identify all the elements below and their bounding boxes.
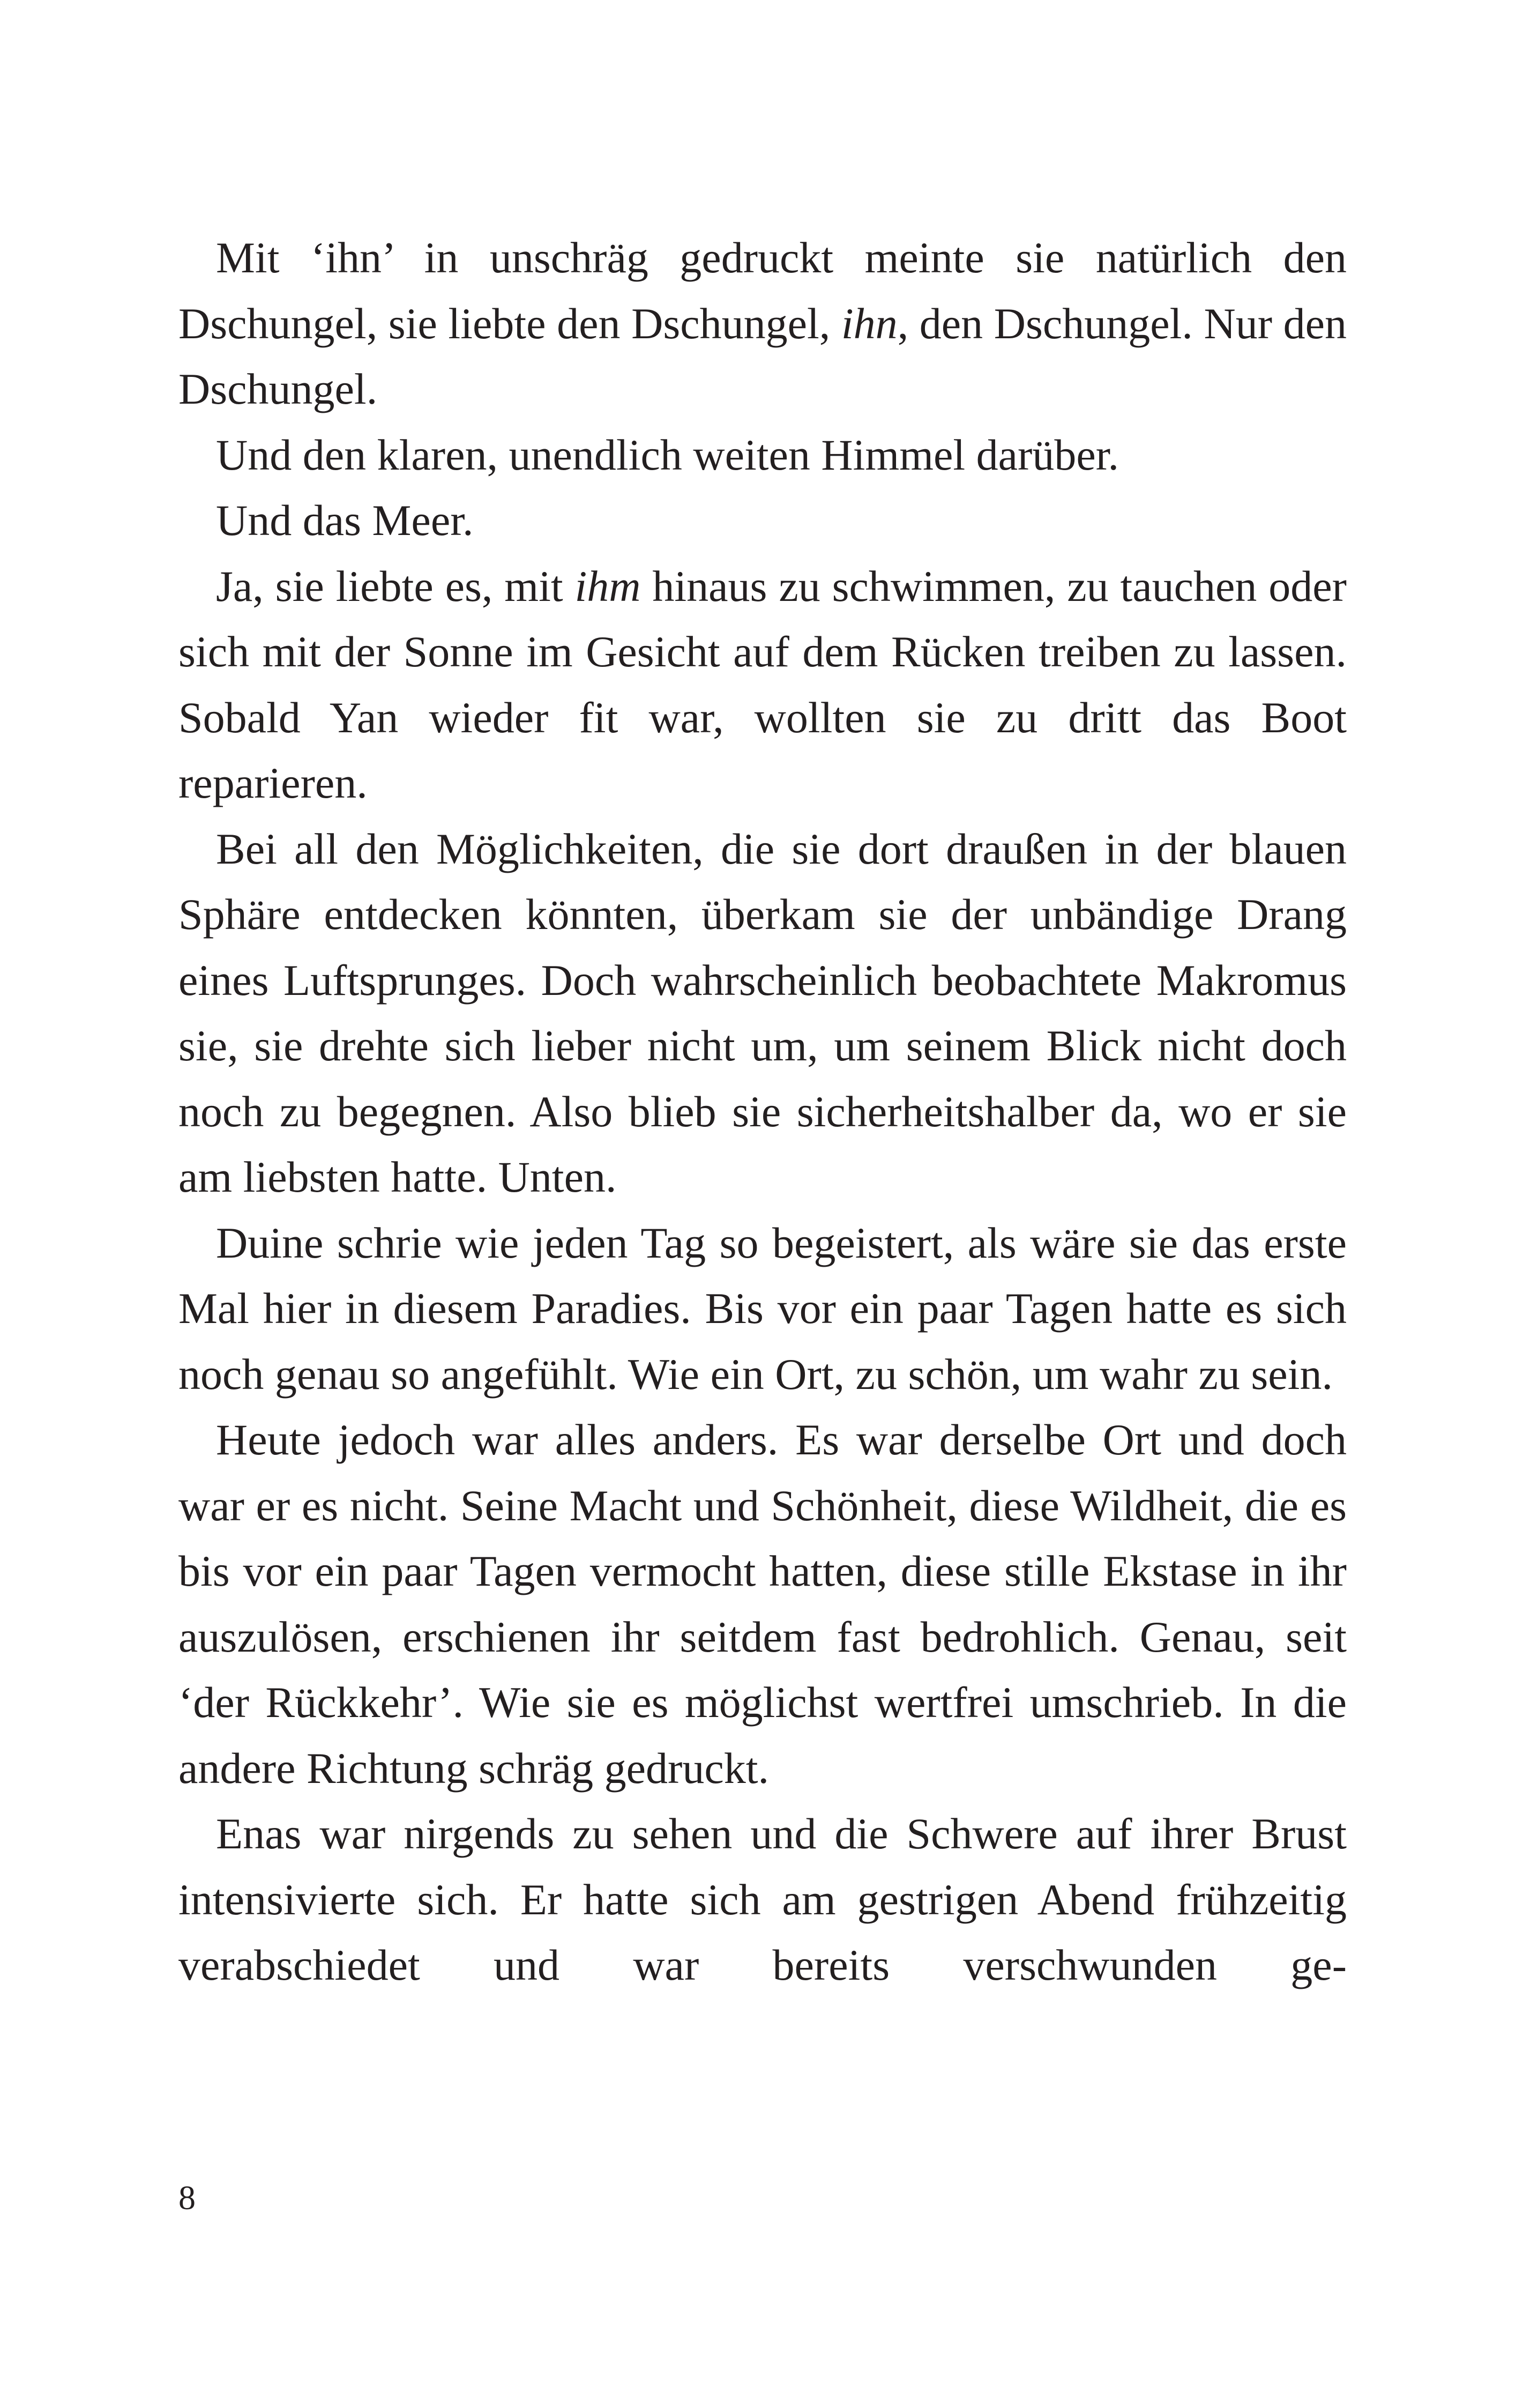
text-run: hinaus zu schwimmen, zu tauchen oder sich mit der Sonne im Gesicht auf dem Rücken treiben zu lassen. Sobald Yan wieder fit war, wollten sie zu dritt das Boot reparieren. — [178, 561, 1347, 807]
paragraph — [178, 225, 1347, 422]
text-run: , den Dschungel. Nur den Dschungel. — [178, 299, 1347, 413]
paragraph — [178, 488, 1347, 554]
paragraph-continued — [178, 1801, 1347, 1998]
paragraph — [178, 1407, 1347, 1801]
text-run: Enas war nirgends zu sehen und die Schwere auf ihrer Brust intensivierte sich. Er hatte sich am gestrigen Abend frühzeitig verabschiedet und war bereits verschwunden ge- — [178, 1809, 1347, 1989]
text-run: Ja, sie liebte es, mit — [216, 561, 575, 611]
paragraph — [178, 1210, 1347, 1408]
text-run: Mit ‘ihn’ in unschräg gedruckt meinte sie natürlich den Dschungel, sie liebte den Dschungel, — [178, 233, 1347, 348]
italic-text-run: ihm — [574, 561, 641, 611]
text-run: Duine schrie wie jeden Tag so begeistert, als wäre sie das erste Mal hier in diesem Paradies. Bis vor ein paar Tagen hatte es sich noch genau so angefühlt. Wie ein Ort, zu schön, um wahr zu sein. — [178, 1218, 1347, 1399]
page-number: 8 — [178, 2179, 196, 2217]
italic-text-run: ihn — [841, 299, 898, 348]
text-run: Heute jedoch war alles anders. Es war derselbe Ort und doch war er es nicht. Seine Macht und Schönheit, diese Wildheit, die es bis vor ein paar Tagen vermocht hatten, diese stille Ekstase in ihr auszulösen, erschienen ihr seitdem fast bedrohlich. Genau, seit ‘der Rückkehr’. Wie sie es möglichst wertfrei umschrieb. In die andere Richtung schräg gedruckt. — [178, 1415, 1347, 1793]
paragraph — [178, 554, 1347, 816]
text-run: Bei all den Möglichkeiten, die sie dort draußen in der blauen Sphäre entdecken könnten, überkam sie der unbändige Drang eines Luftsprunges. Doch wahrscheinlich beobachtete Makromus sie, sie drehte sich lieber nicht um, um seinem Blick nicht doch noch zu begegnen. Also blieb sie sicherheitshalber da, wo er sie am liebsten hatte. Unten. — [178, 824, 1347, 1201]
text-run: Und den klaren, unendlich weiten Himmel darüber. — [216, 430, 1119, 479]
paragraph — [178, 422, 1347, 488]
text-run: Und das Meer. — [216, 496, 474, 545]
paragraph — [178, 816, 1347, 1210]
body-text — [178, 225, 1347, 1998]
